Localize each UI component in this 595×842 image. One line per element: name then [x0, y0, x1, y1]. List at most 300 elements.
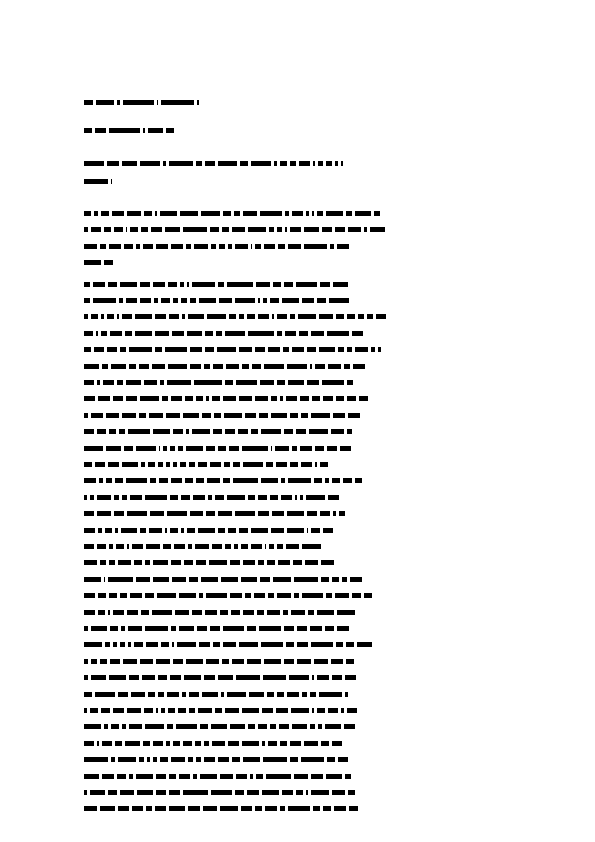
- body-line: [84, 282, 348, 287]
- text-word: [96, 100, 114, 105]
- text-word: [302, 298, 314, 303]
- text-word: [290, 413, 298, 418]
- text-word: [277, 314, 287, 319]
- text-word: [145, 724, 164, 729]
- text-word: [129, 364, 136, 369]
- text-word: [84, 314, 88, 319]
- text-word: [314, 659, 328, 664]
- text-word: [341, 161, 343, 166]
- text-word: [190, 364, 201, 369]
- text-word: [291, 708, 309, 713]
- text-word: [210, 227, 219, 232]
- text-word: [228, 528, 236, 533]
- text-word: [332, 741, 342, 746]
- text-word: [245, 413, 256, 418]
- text-word: [240, 161, 248, 166]
- text-word: [152, 364, 165, 369]
- text-word: [218, 161, 237, 166]
- text-word: [169, 161, 193, 166]
- text-word: [270, 298, 279, 303]
- text-word: [95, 128, 106, 133]
- text-word: [101, 708, 110, 713]
- text-word: [114, 227, 123, 232]
- text-word: [122, 724, 126, 729]
- text-word: [325, 724, 341, 729]
- text-word: [333, 282, 348, 287]
- text-word: [171, 626, 176, 631]
- text-word: [136, 446, 156, 451]
- text-word: [84, 757, 108, 762]
- text-word: [122, 161, 137, 166]
- text-word: [84, 626, 88, 631]
- text-word: [161, 100, 194, 105]
- text-word: [163, 161, 166, 166]
- text-word: [169, 314, 179, 319]
- text-word: [161, 642, 169, 647]
- text-word: [101, 314, 104, 319]
- text-word: [179, 593, 196, 598]
- text-word: [167, 511, 187, 516]
- text-word: [153, 577, 169, 582]
- text-word: [255, 347, 265, 352]
- text-word: [258, 495, 267, 500]
- text-word: [152, 610, 172, 615]
- text-word: [317, 610, 334, 615]
- text-word: [323, 396, 333, 401]
- text-word: [153, 560, 168, 565]
- text-word: [264, 364, 284, 369]
- text-word: [358, 314, 364, 319]
- text-word: [217, 347, 236, 352]
- body-line: [84, 560, 334, 565]
- text-word: [345, 692, 348, 697]
- text-word: [153, 757, 157, 762]
- text-word: [327, 446, 337, 451]
- text-word: [207, 314, 226, 319]
- text-word: [267, 692, 274, 697]
- text-word: [359, 396, 368, 401]
- text-word: [118, 806, 129, 811]
- text-word: [97, 544, 106, 549]
- text-word: [310, 626, 322, 631]
- text-word: [311, 642, 333, 647]
- text-word: [130, 227, 138, 232]
- text-word: [126, 298, 137, 303]
- text-word: [93, 282, 105, 287]
- text-word: [232, 757, 240, 762]
- text-word: [271, 528, 284, 533]
- text-word: [136, 244, 140, 249]
- text-word: [218, 282, 224, 287]
- text-word: [287, 528, 304, 533]
- text-word: [156, 790, 166, 795]
- text-word: [84, 413, 88, 418]
- text-word: [201, 211, 220, 216]
- text-word: [252, 364, 261, 369]
- text-word: [251, 161, 271, 166]
- text-word: [251, 429, 258, 434]
- text-word: [173, 659, 183, 664]
- text-word: [287, 692, 299, 697]
- text-word: [302, 593, 323, 598]
- text-word: [243, 211, 257, 216]
- text-word: [251, 244, 252, 249]
- text-word: [292, 211, 303, 216]
- text-word: [183, 227, 207, 232]
- text-word: [160, 211, 177, 216]
- text-word: [192, 282, 215, 287]
- text-word: [321, 741, 329, 746]
- text-word: [250, 774, 253, 779]
- text-word: [109, 675, 126, 680]
- text-word: [281, 495, 292, 500]
- text-word: [110, 331, 122, 336]
- text-word: [186, 244, 191, 249]
- text-word: [193, 495, 205, 500]
- text-word: [186, 429, 189, 434]
- text-word: [148, 128, 163, 133]
- text-word: [206, 396, 209, 401]
- text-word: [196, 161, 202, 166]
- text-word: [247, 626, 256, 631]
- text-word: [84, 675, 88, 680]
- text-word: [296, 429, 306, 434]
- text-word: [157, 593, 176, 598]
- text-word: [224, 462, 230, 467]
- text-word: [143, 128, 145, 133]
- body-line: [84, 298, 349, 303]
- text-word: [272, 314, 274, 319]
- text-word: [263, 757, 287, 762]
- text-word: [165, 227, 180, 232]
- text-word: [223, 478, 230, 483]
- text-word: [332, 478, 340, 483]
- body-line: [84, 314, 386, 319]
- text-word: [84, 429, 94, 434]
- text-word: [156, 774, 166, 779]
- text-word: [196, 478, 204, 483]
- text-word: [336, 642, 343, 647]
- text-word: [84, 446, 103, 451]
- text-word: [128, 429, 150, 434]
- text-word: [241, 544, 248, 549]
- text-word: [327, 331, 349, 336]
- text-word: [248, 227, 266, 232]
- text-word: [355, 478, 362, 483]
- text-word: [153, 282, 165, 287]
- text-word: [183, 741, 192, 746]
- text-word: [140, 282, 150, 287]
- text-word: [117, 314, 119, 319]
- text-word: [196, 560, 206, 565]
- text-word: [187, 528, 195, 533]
- text-word: [248, 724, 255, 729]
- text-word: [94, 347, 104, 352]
- text-word: [194, 244, 208, 249]
- text-word: [156, 659, 170, 664]
- text-word: [341, 708, 344, 713]
- text-word: [129, 675, 139, 680]
- text-word: [200, 774, 217, 779]
- text-word: [84, 708, 87, 713]
- text-word: [211, 244, 216, 249]
- text-word: [178, 446, 183, 451]
- text-word: [258, 724, 267, 729]
- text-word: [172, 642, 174, 647]
- text-word: [151, 227, 162, 232]
- text-word: [242, 741, 259, 746]
- text-word: [108, 282, 117, 287]
- text-word: [198, 708, 212, 713]
- text-word: [312, 211, 314, 216]
- text-word: [326, 774, 342, 779]
- text-word: [134, 642, 143, 647]
- text-word: [258, 298, 260, 303]
- text-word: [307, 347, 316, 352]
- text-word: [223, 626, 244, 631]
- text-word: [332, 577, 339, 582]
- text-word: [229, 314, 236, 319]
- text-word: [193, 774, 197, 779]
- text-word: [160, 757, 168, 762]
- text-word: [109, 429, 116, 434]
- text-word: [146, 642, 158, 647]
- text-word: [84, 380, 94, 385]
- text-word: [170, 528, 178, 533]
- body-line: [84, 429, 352, 434]
- text-word: [233, 478, 258, 483]
- text-word: [197, 100, 199, 105]
- text-word: [306, 211, 309, 216]
- text-word: [270, 724, 276, 729]
- text-word: [116, 544, 124, 549]
- text-word: [285, 331, 296, 336]
- text-word: [141, 227, 148, 232]
- text-word: [205, 610, 217, 615]
- text-word: [84, 179, 108, 184]
- text-word: [233, 462, 240, 467]
- text-word: [119, 429, 125, 434]
- text-word: [110, 659, 120, 664]
- text-word: [139, 413, 146, 418]
- text-word: [182, 314, 185, 319]
- text-word: [290, 161, 296, 166]
- text-word: [141, 610, 149, 615]
- text-word: [117, 380, 123, 385]
- text-word: [332, 790, 345, 795]
- text-word: [235, 244, 248, 249]
- text-word: [94, 211, 98, 216]
- text-word: [265, 544, 266, 549]
- text-word: [183, 413, 199, 418]
- text-word: [307, 380, 319, 385]
- text-word: [189, 692, 199, 697]
- text-word: [222, 227, 229, 232]
- text-word: [280, 396, 283, 401]
- text-word: [172, 577, 186, 582]
- text-word: [117, 774, 126, 779]
- text-word: [285, 227, 287, 232]
- text-word: [219, 244, 225, 249]
- text-word: [287, 511, 304, 516]
- text-word: [340, 446, 351, 451]
- text-word: [270, 495, 278, 500]
- text-word: [84, 211, 91, 216]
- body-line: [84, 511, 345, 516]
- text-word: [230, 724, 245, 729]
- text-word: [160, 380, 164, 385]
- text-word: [266, 774, 291, 779]
- text-word: [311, 413, 330, 418]
- text-word: [230, 593, 242, 598]
- text-word: [148, 692, 155, 697]
- text-word: [288, 806, 310, 811]
- text-word: [181, 495, 190, 500]
- body-line: [84, 462, 328, 467]
- text-word: [306, 790, 308, 795]
- text-word: [173, 298, 178, 303]
- text-word: [98, 396, 110, 401]
- text-word: [132, 806, 143, 811]
- text-word: [84, 544, 94, 549]
- text-word: [115, 741, 122, 746]
- text-word: [287, 364, 307, 369]
- text-word: [205, 347, 214, 352]
- text-word: [236, 675, 260, 680]
- text-word: [171, 757, 185, 762]
- text-word: [261, 478, 278, 483]
- text-word: [102, 774, 114, 779]
- text-word: [262, 708, 273, 713]
- text-word: [259, 626, 281, 631]
- text-word: [156, 708, 158, 713]
- text-word: [293, 560, 302, 565]
- text-word: [230, 560, 240, 565]
- text-word: [223, 396, 236, 401]
- text-word: [247, 314, 255, 319]
- text-word: [127, 708, 141, 713]
- body-line: [84, 331, 363, 336]
- text-word: [113, 396, 123, 401]
- body-line: [84, 577, 362, 582]
- text-word: [190, 511, 203, 516]
- text-word: [144, 708, 153, 713]
- text-word: [91, 314, 98, 319]
- text-word: [135, 314, 152, 319]
- text-word: [84, 100, 93, 105]
- text-word: [318, 724, 322, 729]
- text-word: [325, 478, 329, 483]
- text-word: [106, 446, 121, 451]
- text-word: [263, 675, 286, 680]
- text-word: [170, 675, 181, 680]
- text-word: [263, 298, 267, 303]
- text-word: [185, 396, 193, 401]
- body-line: [84, 790, 355, 795]
- text-word: [261, 429, 281, 434]
- text-word: [297, 642, 308, 647]
- text-word: [256, 282, 270, 287]
- text-word: [335, 593, 349, 598]
- text-word: [84, 577, 101, 582]
- text-word: [258, 511, 269, 516]
- text-word: [84, 298, 90, 303]
- text-word: [186, 446, 203, 451]
- text-word: [223, 642, 236, 647]
- text-word: [367, 314, 373, 319]
- text-word: [120, 593, 127, 598]
- text-word: [130, 495, 142, 500]
- text-word: [189, 708, 195, 713]
- text-word: [115, 478, 123, 483]
- text-word: [291, 610, 305, 615]
- text-word: [242, 364, 249, 369]
- text-word: [311, 331, 324, 336]
- text-word: [184, 560, 193, 565]
- text-word: [308, 610, 314, 615]
- body-line: [84, 626, 349, 631]
- body-line: [84, 364, 365, 369]
- text-word: [317, 675, 329, 680]
- text-word: [228, 741, 239, 746]
- text-word: [97, 380, 100, 385]
- text-word: [312, 396, 320, 401]
- text-word: [328, 364, 341, 369]
- text-word: [186, 659, 203, 664]
- text-word: [190, 347, 202, 352]
- text-word: [228, 244, 232, 249]
- text-word: [264, 244, 275, 249]
- text-word: [127, 511, 147, 516]
- text-word: [290, 462, 298, 467]
- text-word: [110, 626, 118, 631]
- text-word: [326, 593, 332, 598]
- text-word: [224, 413, 242, 418]
- text-word: [109, 560, 115, 565]
- text-word: [296, 282, 317, 287]
- text-word: [258, 314, 269, 319]
- text-word: [350, 577, 362, 582]
- text-word: [112, 211, 124, 216]
- text-word: [84, 347, 91, 352]
- text-word: [150, 511, 164, 516]
- text-word: [125, 331, 132, 336]
- text-word: [104, 724, 108, 729]
- text-word: [319, 314, 333, 319]
- text-word: [84, 593, 95, 598]
- text-word: [326, 211, 343, 216]
- text-word: [216, 331, 222, 336]
- text-word: [173, 741, 180, 746]
- text-word: [304, 227, 319, 232]
- text-word: [109, 593, 117, 598]
- text-word: [84, 260, 101, 265]
- text-word: [84, 364, 99, 369]
- text-word: [297, 626, 307, 631]
- text-word: [129, 774, 133, 779]
- text-word: [144, 380, 157, 385]
- text-word: [292, 446, 297, 451]
- text-word: [97, 511, 111, 516]
- body-line: [84, 642, 372, 647]
- text-word: [262, 741, 265, 746]
- text-word: [136, 577, 150, 582]
- text-word: [104, 577, 105, 582]
- text-word: [259, 413, 268, 418]
- text-word: [212, 544, 222, 549]
- text-word: [336, 314, 344, 319]
- text-word: [353, 364, 365, 369]
